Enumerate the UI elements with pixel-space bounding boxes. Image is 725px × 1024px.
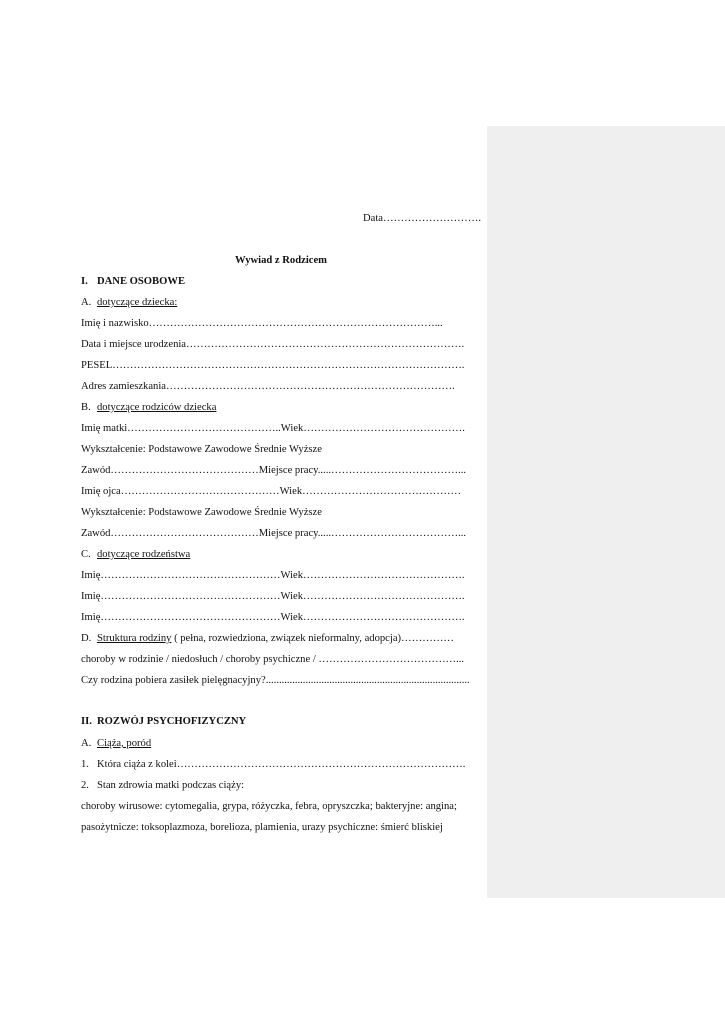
pregnancy-number-field[interactable] <box>81 758 481 771</box>
mother-job-field[interactable]: Zawód……………………………………Miejsce pracy.....………………………………... <box>81 465 467 476</box>
family-diseases-field[interactable]: choroby w rodzinie / niedosłuch / choroby psychiczne / …………………………………... <box>81 654 465 665</box>
section-1-number: I. <box>81 276 88 287</box>
child-name-field[interactable]: Imię i nazwisko………………………………………………………………………... <box>81 318 443 329</box>
question-1-text: Która ciąża z kolei………………………………………………………………………. <box>97 759 466 770</box>
date-field[interactable]: Data………………………. <box>363 213 481 224</box>
section-2-subsection-a-title: Ciąża, poród <box>97 738 152 749</box>
subsection-c-heading <box>81 548 481 561</box>
mother-health-options-line-1: choroby wirusowe: cytomegalia, grypa, różyczka, febra, opryszczka; bakteryjne: angina; <box>81 801 457 812</box>
allowance-field[interactable]: Czy rodzina pobiera zasiłek pielęgnacyjny?............................................................................. <box>81 675 470 686</box>
subsection-a-title: dotyczące dziecka: <box>97 297 178 308</box>
subsection-d-number: D. <box>81 633 92 644</box>
sibling-field[interactable]: Imię……………………………………………Wiek………………………………………. <box>81 612 465 623</box>
mother-health-options-line-2: pasożytnicze: toksoplazmoza, borelioza, plamienia, urazy psychiczne: śmierć bliskiej <box>81 822 443 833</box>
subsection-c-number: C. <box>81 549 91 560</box>
comment-pane <box>487 126 725 898</box>
document-title: Wywiad z Rodzicem <box>235 255 327 266</box>
question-2-number: 2. <box>81 780 89 791</box>
question-1-number: 1. <box>81 759 89 770</box>
subsection-d-title: Struktura rodziny <box>97 633 172 644</box>
child-address-field[interactable]: Adres zamieszkania………………………………………………………………………. <box>81 381 455 392</box>
section-2-subsection-a-number: A. <box>81 738 92 749</box>
father-education-line[interactable]: Wykształcenie: Podstawowe Zawodowe Średnie Wyższe <box>81 507 322 518</box>
sibling-field[interactable]: Imię……………………………………………Wiek………………………………………. <box>81 591 465 602</box>
subsection-b-heading <box>81 401 481 414</box>
child-pesel-field[interactable]: PESEL………………………………………………………………………………………. <box>81 360 465 371</box>
subsection-c-title: dotyczące rodzeństwa <box>97 549 191 560</box>
child-birth-field[interactable]: Data i miejsce urodzenia……………………………………………………………………. <box>81 339 465 350</box>
subsection-b-number: B. <box>81 402 91 413</box>
subsection-b-title: dotyczące rodziców dziecka <box>97 402 217 413</box>
mother-health-question <box>81 779 481 792</box>
section-1-title: DANE OSOBOWE <box>97 276 186 287</box>
sibling-field[interactable]: Imię……………………………………………Wiek………………………………………. <box>81 570 465 581</box>
mother-education-line[interactable]: Wykształcenie: Podstawowe Zawodowe Średnie Wyższe <box>81 444 322 455</box>
family-structure-field[interactable] <box>81 632 481 645</box>
mother-name-age-field[interactable]: Imię matki……………………………………..Wiek………………………………………. <box>81 423 465 434</box>
subsection-a-number: A. <box>81 297 92 308</box>
father-job-field[interactable]: Zawód……………………………………Miejsce pracy.....………………………………... <box>81 528 467 539</box>
question-2-text: Stan zdrowia matki podczas ciąży: <box>97 780 245 791</box>
subsection-a-heading <box>81 296 481 309</box>
section-2-heading <box>81 715 481 728</box>
section-2-number: II. <box>81 716 92 727</box>
section-2-subsection-a-heading <box>81 737 481 750</box>
section-1-heading <box>81 275 481 288</box>
father-name-age-field[interactable]: Imię ojca………………………………………Wiek……………………………………… <box>81 486 462 497</box>
section-2-title: ROZWÓJ PSYCHOFIZYCZNY <box>97 716 247 727</box>
family-structure-options: ( pełna, rozwiedziona, związek nieformalny, adopcja)…………… <box>171 633 455 644</box>
